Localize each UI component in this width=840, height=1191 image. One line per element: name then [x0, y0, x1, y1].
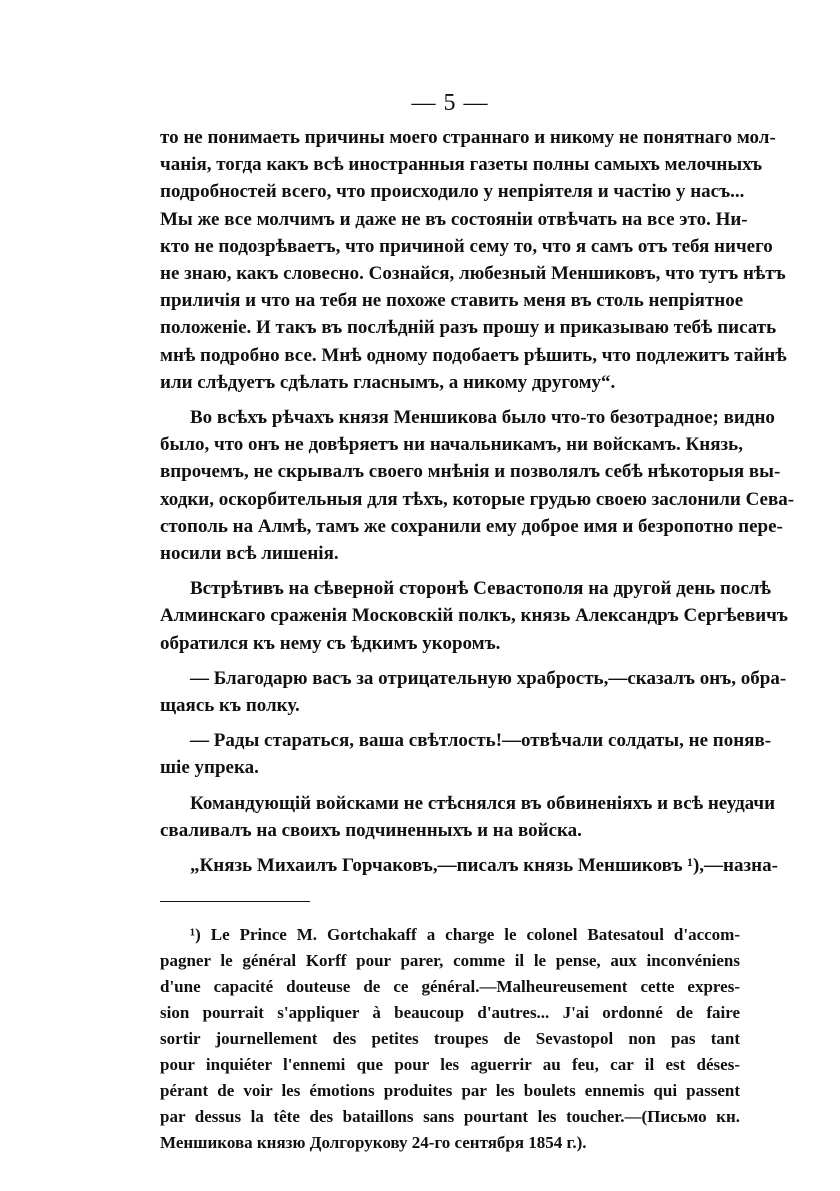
- footnote: [160, 922, 740, 1156]
- text-line: стополь на Алмѣ, тамъ же сохранили ему доброе имя и безропотно пере-: [160, 515, 783, 537]
- footnote-line: d'une capacité douteuse de ce général.—Malheureusement cette expres-: [160, 977, 740, 997]
- text-line: то не понимаеть причины моего страннаго и никому не понятнаго мол-: [160, 127, 776, 148]
- text-line: щаясь къ полку.: [160, 695, 300, 717]
- text-line: Командующій войсками не стѣснялся въ обвиненіяхъ и всѣ неудачи: [190, 792, 776, 814]
- text-line: было, что онъ не довѣряетъ ни начальникамъ, ни войскамъ. Князь,: [160, 434, 743, 456]
- paragraph-6: [160, 790, 776, 844]
- text-line: кто не подозрѣваетъ, что причиной сему то, что я самъ отъ тебя ничего: [160, 235, 773, 257]
- footnote-divider: [160, 901, 310, 902]
- book-page: [160, 88, 795, 1156]
- paragraph-1: [160, 124, 787, 396]
- text-line: впрочемъ, не скрывалъ своего мнѣнія и позволялъ себѣ нѣкоторыя вы-: [160, 461, 781, 483]
- main-text: [160, 124, 795, 879]
- text-line: ходки, оскорбительныя для тѣхъ, которые грудью своею заслонили Сева-: [160, 488, 795, 510]
- text-line: мнѣ подробно все. Мнѣ одному подобаетъ рѣшить, что подлежитъ тайнѣ: [160, 344, 787, 366]
- text-line: положеніе. И такъ въ послѣдній разъ прошу и приказываю тебѣ писать: [160, 317, 777, 339]
- text-line: сваливалъ на своихъ подчиненныхъ и на войска.: [160, 819, 582, 841]
- text-line: Встрѣтивъ на сѣверной сторонѣ Севастополя на другой день послѣ: [190, 578, 771, 600]
- footnote-line: pour inquiéter l'ennemi que pour les aguerrir au feu, car il est déses-: [160, 1055, 740, 1075]
- paragraph-7: [160, 852, 778, 879]
- page-number: — 5 —: [411, 90, 489, 116]
- text-line: приличія и что на тебя не похоже ставить меня въ столь непріятное: [160, 290, 744, 312]
- footnote-line: ¹) Le Prince M. Gortchakaff a charge le colonel Batesatoul d'accom-: [190, 925, 740, 945]
- paragraph-4: [160, 665, 787, 719]
- text-line: носили всѣ лишенія.: [160, 543, 339, 565]
- text-line: шіе упрека.: [160, 757, 259, 779]
- text-line: „Князь Михаилъ Горчаковъ,—писалъ князь Меншиковъ ¹),—назна-: [190, 855, 778, 877]
- text-line: Алминскаго сраженія Московскій полкъ, князь Александръ Сергѣевичъ: [160, 605, 788, 627]
- text-line: — Благодарю васъ за отрицательную храбрость,—сказалъ онъ, обра-: [190, 667, 787, 689]
- footnote-line: sortir journellement des petites troupes de Sevastopol non pas tant: [160, 1029, 740, 1049]
- paragraph-3: [160, 575, 788, 657]
- text-line: обратился къ нему съ ѣдкимъ укоромъ.: [160, 632, 501, 654]
- text-line: Мы же все молчимъ и даже не въ состояніи отвѣчать на все это. Ни-: [160, 208, 748, 230]
- text-line: или слѣдуетъ сдѣлать гласнымъ, а никому другому“.: [160, 371, 616, 393]
- footnote-line: pérant de voir les émotions produites par les boulets ennemis qui passent: [160, 1081, 740, 1101]
- text-line: Во всѣхъ рѣчахъ князя Меншикова было что-то безотрадное; видно: [190, 407, 775, 429]
- text-line: — Рады стараться, ваша свѣтлость!—отвѣчали солдаты, не поняв-: [190, 730, 772, 752]
- text-line: чанія, тогда какъ всѣ иностранныя газеты полны самыхъ мелочныхъ: [160, 154, 763, 176]
- footnote-line: sion pourrait s'appliquer à beaucoup d'autres... J'ai ordonné de faire: [160, 1003, 740, 1023]
- text-line: подробностей всего, что происходило у непріятеля и частію у насъ...: [160, 181, 745, 203]
- footnote-line: Меншикова князю Долгорукову 24-го сентября 1854 г.).: [160, 1133, 587, 1153]
- footnote-line: par dessus la tête des bataillons sans pourtant les toucher.—(Письмо кн.: [160, 1107, 740, 1127]
- paragraph-2: [160, 404, 795, 567]
- paragraph-5: [160, 727, 772, 781]
- footnote-line: pagner le général Korff pour parer, comme il le pense, aux inconvéniens: [160, 951, 740, 971]
- text-line: не знаю, какъ словесно. Сознайся, любезный Меншиковъ, что тутъ нѣтъ: [160, 263, 786, 285]
